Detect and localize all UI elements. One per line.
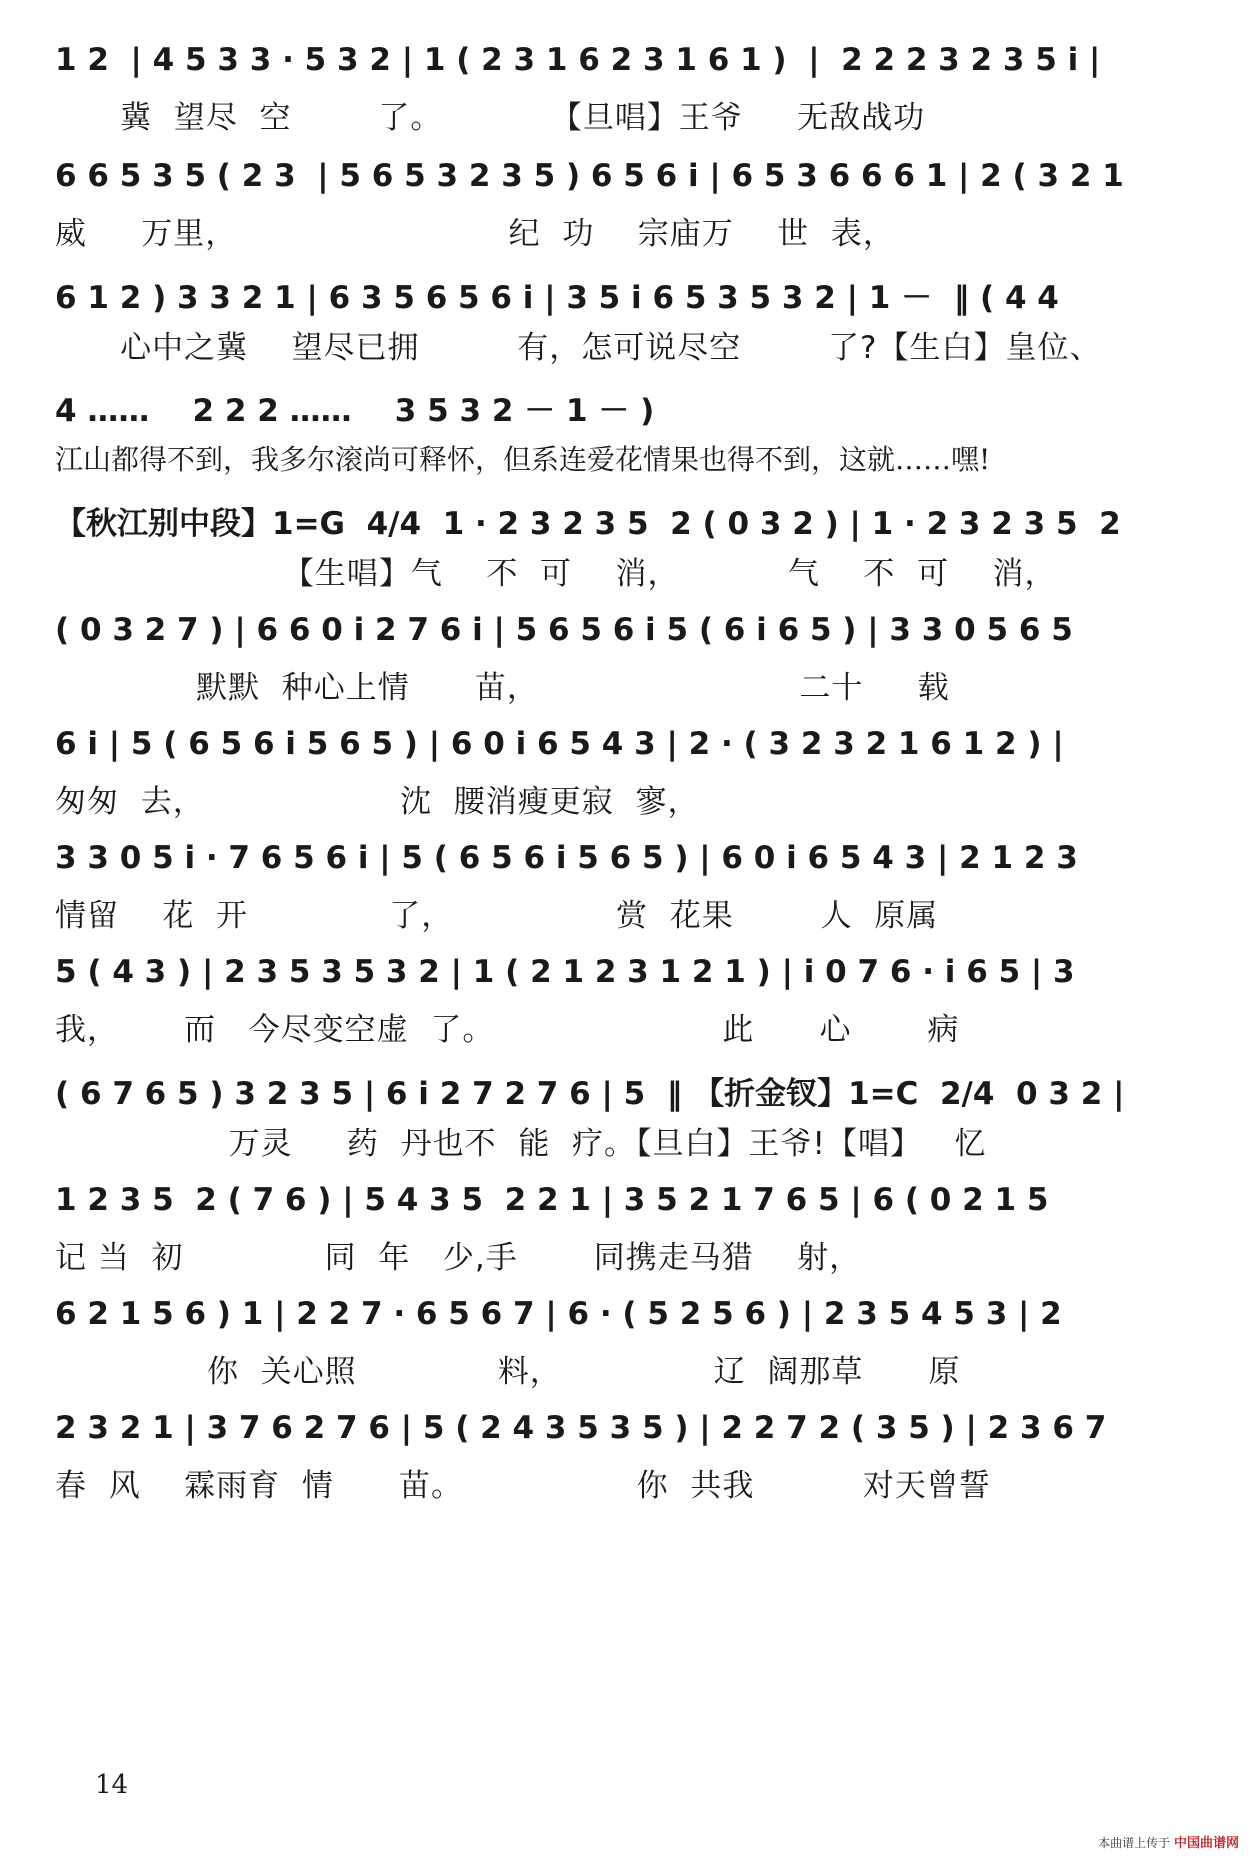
lyrics-line: 威 万里， 纪 功 宗庙万 世 表， — [55, 216, 895, 252]
lyrics-line: 万灵 药 丹也不 能 疗。【旦白】王爷!【唱】 忆 — [55, 1126, 987, 1162]
lyrics-line: 冀 望尽 空 了。 【旦唱】王爷 无敌战功 — [55, 100, 926, 136]
notation-line: 【秋江别中段】1=G 4/4 1 · 2 3 2 3 5 2 ( 0 3 2 ) | 1 · 2 3 2 3 5 2 — [55, 506, 1121, 542]
lyrics-line: 心中之冀 望尽已拥 有，怎可说尽空 了?【生白】皇位、 — [55, 330, 1102, 366]
notation-line: 1 2 3 5 2 ( 7 6 ) | 5 4 3 5 2 2 1 | 3 5 2 1 7 6 5 | 6 ( 0 2 1 5 — [55, 1182, 1049, 1218]
notation-line: 6 1 2 ) 3 3 2 1 | 6 3 5 6 5 6 i | 3 5 i 6 5 3 5 3 2 | 1 － ‖ ( 4 4 — [55, 280, 1059, 316]
notation-line: ( 6 7 6 5 ) 3 2 3 5 | 6 i 2 7 2 7 6 | 5 ‖ 【折金钗】1=C 2/4 0 3 2 | — [55, 1076, 1125, 1112]
lyrics-line: 你 关心照 料， 辽 阔那草 原 — [55, 1354, 961, 1390]
spoken-text-line: 江山都得不到，我多尔滚尚可释怀，但系连爱花情果也得不到，这就……嘿! — [55, 443, 991, 476]
lyrics-line: 我， 而 今尽变空虚 了。 此 心 病 — [55, 1012, 960, 1048]
notation-line: ( 0 3 2 7 ) | 6 6 0 i 2 7 6 i | 5 6 5 6 i 5 ( 6 i 6 5 ) | 3 3 0 5 6 5 — [55, 612, 1073, 648]
lyrics-line: 记 当 初 同 年 少,手 同携走马猎 射， — [55, 1240, 862, 1276]
notation-line: 5 ( 4 3 ) | 2 3 5 3 5 3 2 | 1 ( 2 1 2 3 1 2 1 ) | i 0 7 6 · i 6 5 | 3 — [55, 954, 1075, 990]
lyrics-line: 情留 花 开 了， 赏 花果 人 原属 — [55, 898, 939, 934]
notation-line: 2 3 2 1 | 3 7 6 2 7 6 | 5 ( 2 4 3 5 3 5 ) | 2 2 7 2 ( 3 5 ) | 2 3 6 7 — [55, 1410, 1107, 1446]
lyrics-line: 春 风 霖雨育 情 苗。 你 共我 对天曾誓 — [55, 1468, 991, 1504]
lyrics-line: 【生唱】气 不 可 消， 气 不 可 消， — [55, 556, 1057, 592]
lyrics-line: 匆匆 去， 沈 腰消瘦更寂 寥， — [55, 784, 700, 820]
site-brand-logo: 中国曲谱网 — [1173, 1836, 1239, 1851]
notation-line: 6 6 5 3 5 ( 2 3 | 5 6 5 3 2 3 5 ) 6 5 6 i | 6 5 3 6 6 6 1 | 2 ( 3 2 1 — [55, 158, 1124, 194]
lyrics-line: 默默 种心上情 苗， 二十 载 — [55, 670, 950, 706]
credit-text: 本曲谱上传于 — [1098, 1836, 1171, 1850]
notation-line: 3 3 0 5 i · 7 6 5 6 i | 5 ( 6 5 6 i 5 6 5 ) | 6 0 i 6 5 4 3 | 2 1 2 3 — [55, 840, 1078, 876]
notation-line: 6 2 1 5 6 ) 1 | 2 2 7 · 6 5 6 7 | 6 · ( 5 2 5 6 ) | 2 3 5 4 5 3 | 2 — [55, 1296, 1062, 1332]
notation-line: 4 …… 2 2 2 …… 3 5 3 2 － 1 － ) — [55, 393, 655, 429]
page-number: 14 — [95, 1770, 129, 1800]
notation-line: 1 2 | 4 5 3 3 · 5 3 2 | 1 ( 2 3 1 6 2 3 1 6 1 ) | 2 2 2 3 2 3 5 i | — [55, 42, 1101, 78]
site-credit — [1098, 1832, 1239, 1851]
notation-line: 6 i | 5 ( 6 5 6 i 5 6 5 ) | 6 0 i 6 5 4 3 | 2 · ( 3 2 3 2 1 6 1 2 ) | — [55, 726, 1064, 762]
